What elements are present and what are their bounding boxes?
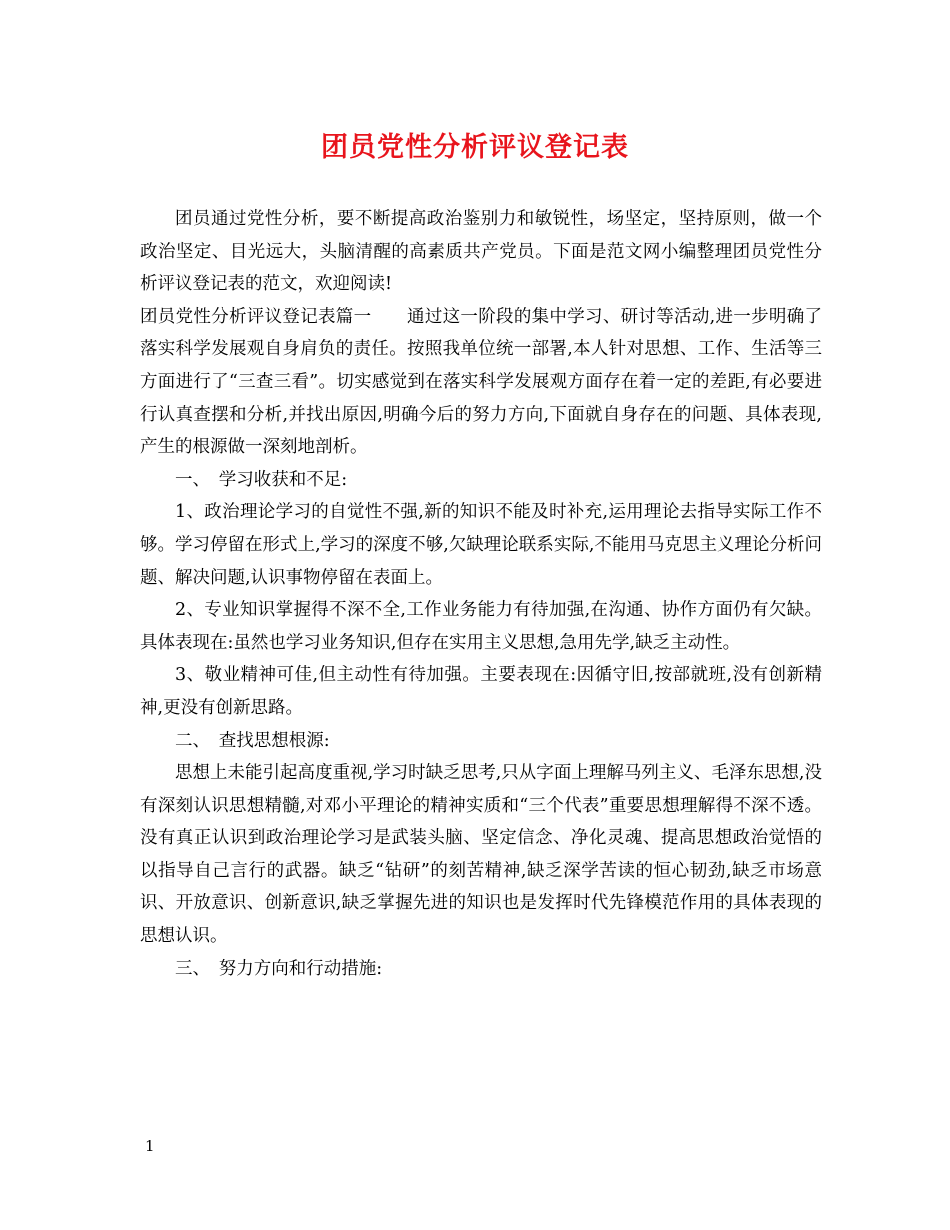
document-body [140, 203, 822, 985]
heading-root-cause: 二、 查找思想根源: [175, 730, 330, 751]
paragraph-root-cause: 思想上未能引起高度重视,学习时缺乏思考,只从字面上理解马列主义、毛泽东思想,没有深刻认识思想精髓,对邓小平理论的精神实质和“三个代表”重要思想理解得不深不透。没有真正认识到政治理论学习是武装头脑、坚定信念、净化灵魂、提高思想政治觉悟的以指导自己言行的武器。缺乏“钻研”的刻苦精神,缺乏深学苦读的恒心韧劲,缺乏市场意识、开放意识、创新意识,缺乏掌握先进的知识也是发挥时代先锋模范作用的具体表现的思想认识。 [140, 763, 822, 947]
document-title: 团员党性分析评议登记表 [321, 132, 629, 163]
heading-direction: 三、 努力方向和行动措施: [175, 958, 383, 979]
paragraph-item-3: 3、敬业精神可佳,但主动性有待加强。主要表现在:因循守旧,按部就班,没有创新精神,更没有创新思路。 [140, 665, 822, 718]
paragraph-item-2: 2、专业知识掌握得不深不全,工作业务能力有待加强,在沟通、协作方面仍有欠缺。具体表现在:虽然也学习业务知识,但存在实用主义思想,急用先学,缺乏主动性。 [140, 600, 822, 653]
paragraph-section-one-intro: 团员党性分析评议登记表篇一 通过这一阶段的集中学习、研讨等活动,进一步明确了落实科学发展观自身肩负的责任。按照我单位统一部署,本人针对思想、工作、生活等三方面进行了“三查三看”。切实感觉到在落实科学发展观方面存在着一定的差距,有必要进行认真查摆和分析,并找出原因,明确今后的努力方向,下面就自身存在的问题、具体表现,产生的根源做一深刻地剖析。 [140, 306, 822, 458]
paragraph-intro: 团员通过党性分析，要不断提高政治鉴别力和敏锐性，场坚定，坚持原则，做一个政治坚定、目光远大，头脑清醒的高素质共产党员。下面是范文网小编整理团员党性分析评议登记表的范文，欢迎阅读! [140, 209, 822, 295]
page-number: 1 [145, 1137, 155, 1155]
heading-study-gains: 一、 学习收获和不足: [175, 469, 348, 490]
paragraph-item-1: 1、政治理论学习的自觉性不强,新的知识不能及时补充,运用理论去指导实际工作不够。学习停留在形式上,学习的深度不够,欠缺理论联系实际,不能用马克思主义理论分析问题、解决问题,认识事物停留在表面上。 [140, 502, 822, 588]
